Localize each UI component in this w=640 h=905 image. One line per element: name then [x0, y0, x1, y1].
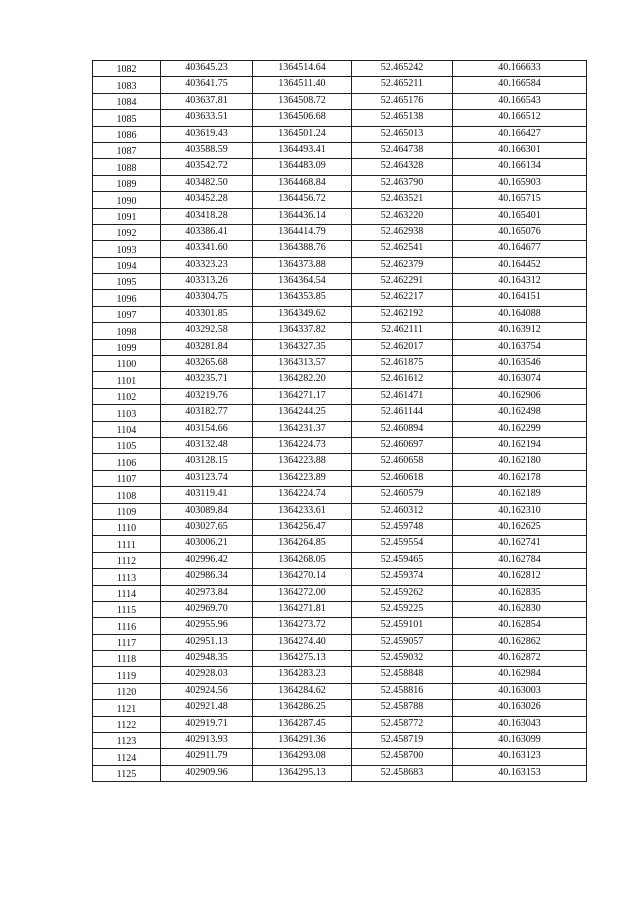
- latitude-cell: 52.459465: [352, 552, 453, 568]
- x-coordinate-cell: 402924.56: [161, 683, 253, 699]
- y-coordinate-cell: 1364353.85: [253, 290, 352, 306]
- latitude-cell: 52.462291: [352, 274, 453, 290]
- table-row: [93, 552, 587, 568]
- longitude-cell: 40.162625: [453, 519, 587, 535]
- y-coordinate-cell: 1364508.72: [253, 93, 352, 109]
- table-row: [93, 651, 587, 667]
- point-number-cell: 1124: [93, 749, 161, 765]
- table-row: [93, 765, 587, 781]
- point-number-cell: 1098: [93, 323, 161, 339]
- longitude-cell: 40.162862: [453, 634, 587, 650]
- latitude-cell: 52.462541: [352, 241, 453, 257]
- latitude-cell: 52.465211: [352, 77, 453, 93]
- x-coordinate-cell: 403123.74: [161, 470, 253, 486]
- point-number-cell: 1094: [93, 257, 161, 273]
- latitude-cell: 52.460894: [352, 421, 453, 437]
- latitude-cell: 52.463790: [352, 175, 453, 191]
- x-coordinate-cell: 403588.59: [161, 142, 253, 158]
- y-coordinate-cell: 1364293.08: [253, 749, 352, 765]
- point-number-cell: 1114: [93, 585, 161, 601]
- point-number-cell: 1115: [93, 601, 161, 617]
- table-row: [93, 733, 587, 749]
- x-coordinate-cell: 403418.28: [161, 208, 253, 224]
- y-coordinate-cell: 1364283.23: [253, 667, 352, 683]
- coordinates-table: [92, 60, 587, 782]
- longitude-cell: 40.163099: [453, 733, 587, 749]
- longitude-cell: 40.166301: [453, 142, 587, 158]
- latitude-cell: 52.458683: [352, 765, 453, 781]
- latitude-cell: 52.459374: [352, 569, 453, 585]
- longitude-cell: 40.162835: [453, 585, 587, 601]
- longitude-cell: 40.162180: [453, 454, 587, 470]
- point-number-cell: 1111: [93, 536, 161, 552]
- table-row: [93, 159, 587, 175]
- point-number-cell: 1091: [93, 208, 161, 224]
- latitude-cell: 52.460579: [352, 487, 453, 503]
- latitude-cell: 52.459262: [352, 585, 453, 601]
- point-number-cell: 1090: [93, 192, 161, 208]
- y-coordinate-cell: 1364223.88: [253, 454, 352, 470]
- table-row: [93, 77, 587, 93]
- longitude-cell: 40.162189: [453, 487, 587, 503]
- point-number-cell: 1118: [93, 651, 161, 667]
- latitude-cell: 52.463220: [352, 208, 453, 224]
- table-row: [93, 372, 587, 388]
- point-number-cell: 1117: [93, 634, 161, 650]
- latitude-cell: 52.462192: [352, 306, 453, 322]
- y-coordinate-cell: 1364349.62: [253, 306, 352, 322]
- y-coordinate-cell: 1364256.47: [253, 519, 352, 535]
- x-coordinate-cell: 403304.75: [161, 290, 253, 306]
- latitude-cell: 52.459057: [352, 634, 453, 650]
- longitude-cell: 40.164452: [453, 257, 587, 273]
- longitude-cell: 40.162830: [453, 601, 587, 617]
- x-coordinate-cell: 402996.42: [161, 552, 253, 568]
- x-coordinate-cell: 402951.13: [161, 634, 253, 650]
- latitude-cell: 52.459101: [352, 618, 453, 634]
- longitude-cell: 40.162812: [453, 569, 587, 585]
- latitude-cell: 52.458816: [352, 683, 453, 699]
- x-coordinate-cell: 402948.35: [161, 651, 253, 667]
- point-number-cell: 1084: [93, 93, 161, 109]
- x-coordinate-cell: 402973.84: [161, 585, 253, 601]
- point-number-cell: 1099: [93, 339, 161, 355]
- x-coordinate-cell: 402921.48: [161, 700, 253, 716]
- y-coordinate-cell: 1364468.84: [253, 175, 352, 191]
- point-number-cell: 1113: [93, 569, 161, 585]
- point-number-cell: 1123: [93, 733, 161, 749]
- latitude-cell: 52.461471: [352, 388, 453, 404]
- latitude-cell: 52.462938: [352, 224, 453, 240]
- x-coordinate-cell: 403482.50: [161, 175, 253, 191]
- point-number-cell: 1089: [93, 175, 161, 191]
- point-number-cell: 1104: [93, 421, 161, 437]
- x-coordinate-cell: 402928.03: [161, 667, 253, 683]
- table-row: [93, 356, 587, 372]
- latitude-cell: 52.465176: [352, 93, 453, 109]
- y-coordinate-cell: 1364233.61: [253, 503, 352, 519]
- table-row: [93, 421, 587, 437]
- point-number-cell: 1100: [93, 356, 161, 372]
- x-coordinate-cell: 403313.26: [161, 274, 253, 290]
- x-coordinate-cell: 402969.70: [161, 601, 253, 617]
- x-coordinate-cell: 403182.77: [161, 405, 253, 421]
- x-coordinate-cell: 402919.71: [161, 716, 253, 732]
- table-row: [93, 437, 587, 453]
- table-row: [93, 142, 587, 158]
- longitude-cell: 40.162299: [453, 421, 587, 437]
- latitude-cell: 52.458788: [352, 700, 453, 716]
- latitude-cell: 52.461875: [352, 356, 453, 372]
- x-coordinate-cell: 402909.96: [161, 765, 253, 781]
- longitude-cell: 40.162498: [453, 405, 587, 421]
- coordinates-table-body: [93, 61, 587, 782]
- point-number-cell: 1119: [93, 667, 161, 683]
- longitude-cell: 40.164677: [453, 241, 587, 257]
- x-coordinate-cell: 403219.76: [161, 388, 253, 404]
- point-number-cell: 1086: [93, 126, 161, 142]
- x-coordinate-cell: 403235.71: [161, 372, 253, 388]
- point-number-cell: 1085: [93, 110, 161, 126]
- x-coordinate-cell: 403619.43: [161, 126, 253, 142]
- longitude-cell: 40.163123: [453, 749, 587, 765]
- table-row: [93, 306, 587, 322]
- y-coordinate-cell: 1364275.13: [253, 651, 352, 667]
- latitude-cell: 52.465013: [352, 126, 453, 142]
- table-row: [93, 503, 587, 519]
- x-coordinate-cell: 403341.60: [161, 241, 253, 257]
- table-row: [93, 536, 587, 552]
- x-coordinate-cell: 402986.34: [161, 569, 253, 585]
- point-number-cell: 1116: [93, 618, 161, 634]
- longitude-cell: 40.162310: [453, 503, 587, 519]
- point-number-cell: 1110: [93, 519, 161, 535]
- longitude-cell: 40.166584: [453, 77, 587, 93]
- y-coordinate-cell: 1364272.00: [253, 585, 352, 601]
- longitude-cell: 40.163043: [453, 716, 587, 732]
- latitude-cell: 52.462379: [352, 257, 453, 273]
- x-coordinate-cell: 403386.41: [161, 224, 253, 240]
- point-number-cell: 1109: [93, 503, 161, 519]
- y-coordinate-cell: 1364506.68: [253, 110, 352, 126]
- point-number-cell: 1096: [93, 290, 161, 306]
- latitude-cell: 52.460618: [352, 470, 453, 486]
- table-row: [93, 569, 587, 585]
- y-coordinate-cell: 1364483.09: [253, 159, 352, 175]
- latitude-cell: 52.458700: [352, 749, 453, 765]
- point-number-cell: 1093: [93, 241, 161, 257]
- x-coordinate-cell: 403132.48: [161, 437, 253, 453]
- y-coordinate-cell: 1364282.20: [253, 372, 352, 388]
- longitude-cell: 40.163003: [453, 683, 587, 699]
- y-coordinate-cell: 1364493.41: [253, 142, 352, 158]
- x-coordinate-cell: 403265.68: [161, 356, 253, 372]
- point-number-cell: 1106: [93, 454, 161, 470]
- point-number-cell: 1108: [93, 487, 161, 503]
- table-row: [93, 700, 587, 716]
- latitude-cell: 52.460312: [352, 503, 453, 519]
- x-coordinate-cell: 403323.23: [161, 257, 253, 273]
- x-coordinate-cell: 403292.58: [161, 323, 253, 339]
- longitude-cell: 40.163153: [453, 765, 587, 781]
- x-coordinate-cell: 403281.84: [161, 339, 253, 355]
- longitude-cell: 40.163074: [453, 372, 587, 388]
- latitude-cell: 52.459225: [352, 601, 453, 617]
- x-coordinate-cell: 403542.72: [161, 159, 253, 175]
- latitude-cell: 52.460658: [352, 454, 453, 470]
- table-row: [93, 290, 587, 306]
- y-coordinate-cell: 1364514.64: [253, 61, 352, 77]
- point-number-cell: 1087: [93, 142, 161, 158]
- point-number-cell: 1088: [93, 159, 161, 175]
- y-coordinate-cell: 1364284.62: [253, 683, 352, 699]
- point-number-cell: 1107: [93, 470, 161, 486]
- y-coordinate-cell: 1364337.82: [253, 323, 352, 339]
- table-row: [93, 667, 587, 683]
- point-number-cell: 1083: [93, 77, 161, 93]
- table-row: [93, 388, 587, 404]
- longitude-cell: 40.162178: [453, 470, 587, 486]
- x-coordinate-cell: 403089.84: [161, 503, 253, 519]
- y-coordinate-cell: 1364295.13: [253, 765, 352, 781]
- point-number-cell: 1101: [93, 372, 161, 388]
- point-number-cell: 1097: [93, 306, 161, 322]
- point-number-cell: 1103: [93, 405, 161, 421]
- longitude-cell: 40.165401: [453, 208, 587, 224]
- table-row: [93, 175, 587, 191]
- point-number-cell: 1105: [93, 437, 161, 453]
- table-row: [93, 208, 587, 224]
- y-coordinate-cell: 1364291.36: [253, 733, 352, 749]
- y-coordinate-cell: 1364224.73: [253, 437, 352, 453]
- table-row: [93, 241, 587, 257]
- y-coordinate-cell: 1364287.45: [253, 716, 352, 732]
- latitude-cell: 52.464328: [352, 159, 453, 175]
- x-coordinate-cell: 403452.28: [161, 192, 253, 208]
- y-coordinate-cell: 1364373.88: [253, 257, 352, 273]
- longitude-cell: 40.166134: [453, 159, 587, 175]
- longitude-cell: 40.164088: [453, 306, 587, 322]
- x-coordinate-cell: 403641.75: [161, 77, 253, 93]
- x-coordinate-cell: 403128.15: [161, 454, 253, 470]
- table-row: [93, 323, 587, 339]
- longitude-cell: 40.162784: [453, 552, 587, 568]
- y-coordinate-cell: 1364501.24: [253, 126, 352, 142]
- point-number-cell: 1095: [93, 274, 161, 290]
- latitude-cell: 52.462111: [352, 323, 453, 339]
- y-coordinate-cell: 1364223.89: [253, 470, 352, 486]
- point-number-cell: 1102: [93, 388, 161, 404]
- longitude-cell: 40.163546: [453, 356, 587, 372]
- table-row: [93, 454, 587, 470]
- table-row: [93, 274, 587, 290]
- longitude-cell: 40.162854: [453, 618, 587, 634]
- longitude-cell: 40.166543: [453, 93, 587, 109]
- table-row: [93, 192, 587, 208]
- longitude-cell: 40.164151: [453, 290, 587, 306]
- y-coordinate-cell: 1364271.81: [253, 601, 352, 617]
- x-coordinate-cell: 402913.93: [161, 733, 253, 749]
- table-row: [93, 126, 587, 142]
- x-coordinate-cell: 403154.66: [161, 421, 253, 437]
- x-coordinate-cell: 403301.85: [161, 306, 253, 322]
- latitude-cell: 52.462217: [352, 290, 453, 306]
- y-coordinate-cell: 1364388.76: [253, 241, 352, 257]
- table-row: [93, 519, 587, 535]
- table-row: [93, 618, 587, 634]
- latitude-cell: 52.461144: [352, 405, 453, 421]
- latitude-cell: 52.459032: [352, 651, 453, 667]
- latitude-cell: 52.458719: [352, 733, 453, 749]
- latitude-cell: 52.458848: [352, 667, 453, 683]
- longitude-cell: 40.166512: [453, 110, 587, 126]
- latitude-cell: 52.458772: [352, 716, 453, 732]
- latitude-cell: 52.462017: [352, 339, 453, 355]
- x-coordinate-cell: 402955.96: [161, 618, 253, 634]
- table-row: [93, 470, 587, 486]
- table-row: [93, 601, 587, 617]
- latitude-cell: 52.463521: [352, 192, 453, 208]
- y-coordinate-cell: 1364273.72: [253, 618, 352, 634]
- table-row: [93, 93, 587, 109]
- longitude-cell: 40.166427: [453, 126, 587, 142]
- longitude-cell: 40.165076: [453, 224, 587, 240]
- longitude-cell: 40.163754: [453, 339, 587, 355]
- table-row: [93, 749, 587, 765]
- x-coordinate-cell: 402911.79: [161, 749, 253, 765]
- point-number-cell: 1121: [93, 700, 161, 716]
- y-coordinate-cell: 1364313.57: [253, 356, 352, 372]
- y-coordinate-cell: 1364456.72: [253, 192, 352, 208]
- point-number-cell: 1112: [93, 552, 161, 568]
- latitude-cell: 52.459748: [352, 519, 453, 535]
- longitude-cell: 40.162984: [453, 667, 587, 683]
- table-row: [93, 487, 587, 503]
- longitude-cell: 40.162872: [453, 651, 587, 667]
- y-coordinate-cell: 1364274.40: [253, 634, 352, 650]
- y-coordinate-cell: 1364286.25: [253, 700, 352, 716]
- x-coordinate-cell: 403006.21: [161, 536, 253, 552]
- y-coordinate-cell: 1364414.79: [253, 224, 352, 240]
- longitude-cell: 40.162194: [453, 437, 587, 453]
- y-coordinate-cell: 1364231.37: [253, 421, 352, 437]
- point-number-cell: 1082: [93, 61, 161, 77]
- x-coordinate-cell: 403119.41: [161, 487, 253, 503]
- table-row: [93, 716, 587, 732]
- latitude-cell: 52.465242: [352, 61, 453, 77]
- point-number-cell: 1125: [93, 765, 161, 781]
- table-row: [93, 683, 587, 699]
- longitude-cell: 40.163026: [453, 700, 587, 716]
- y-coordinate-cell: 1364264.85: [253, 536, 352, 552]
- table-row: [93, 585, 587, 601]
- longitude-cell: 40.162906: [453, 388, 587, 404]
- x-coordinate-cell: 403027.65: [161, 519, 253, 535]
- table-row: [93, 61, 587, 77]
- latitude-cell: 52.461612: [352, 372, 453, 388]
- y-coordinate-cell: 1364270.14: [253, 569, 352, 585]
- table-row: [93, 405, 587, 421]
- latitude-cell: 52.459554: [352, 536, 453, 552]
- y-coordinate-cell: 1364511.40: [253, 77, 352, 93]
- table-row: [93, 110, 587, 126]
- table-row: [93, 257, 587, 273]
- table-row: [93, 224, 587, 240]
- table-row: [93, 634, 587, 650]
- longitude-cell: 40.165715: [453, 192, 587, 208]
- longitude-cell: 40.166633: [453, 61, 587, 77]
- y-coordinate-cell: 1364327.35: [253, 339, 352, 355]
- y-coordinate-cell: 1364364.54: [253, 274, 352, 290]
- latitude-cell: 52.464738: [352, 142, 453, 158]
- x-coordinate-cell: 403645.23: [161, 61, 253, 77]
- x-coordinate-cell: 403637.81: [161, 93, 253, 109]
- y-coordinate-cell: 1364436.14: [253, 208, 352, 224]
- x-coordinate-cell: 403633.51: [161, 110, 253, 126]
- y-coordinate-cell: 1364271.17: [253, 388, 352, 404]
- y-coordinate-cell: 1364268.05: [253, 552, 352, 568]
- longitude-cell: 40.164312: [453, 274, 587, 290]
- y-coordinate-cell: 1364244.25: [253, 405, 352, 421]
- point-number-cell: 1122: [93, 716, 161, 732]
- table-row: [93, 339, 587, 355]
- point-number-cell: 1092: [93, 224, 161, 240]
- longitude-cell: 40.163912: [453, 323, 587, 339]
- y-coordinate-cell: 1364224.74: [253, 487, 352, 503]
- longitude-cell: 40.162741: [453, 536, 587, 552]
- latitude-cell: 52.460697: [352, 437, 453, 453]
- latitude-cell: 52.465138: [352, 110, 453, 126]
- point-number-cell: 1120: [93, 683, 161, 699]
- longitude-cell: 40.165903: [453, 175, 587, 191]
